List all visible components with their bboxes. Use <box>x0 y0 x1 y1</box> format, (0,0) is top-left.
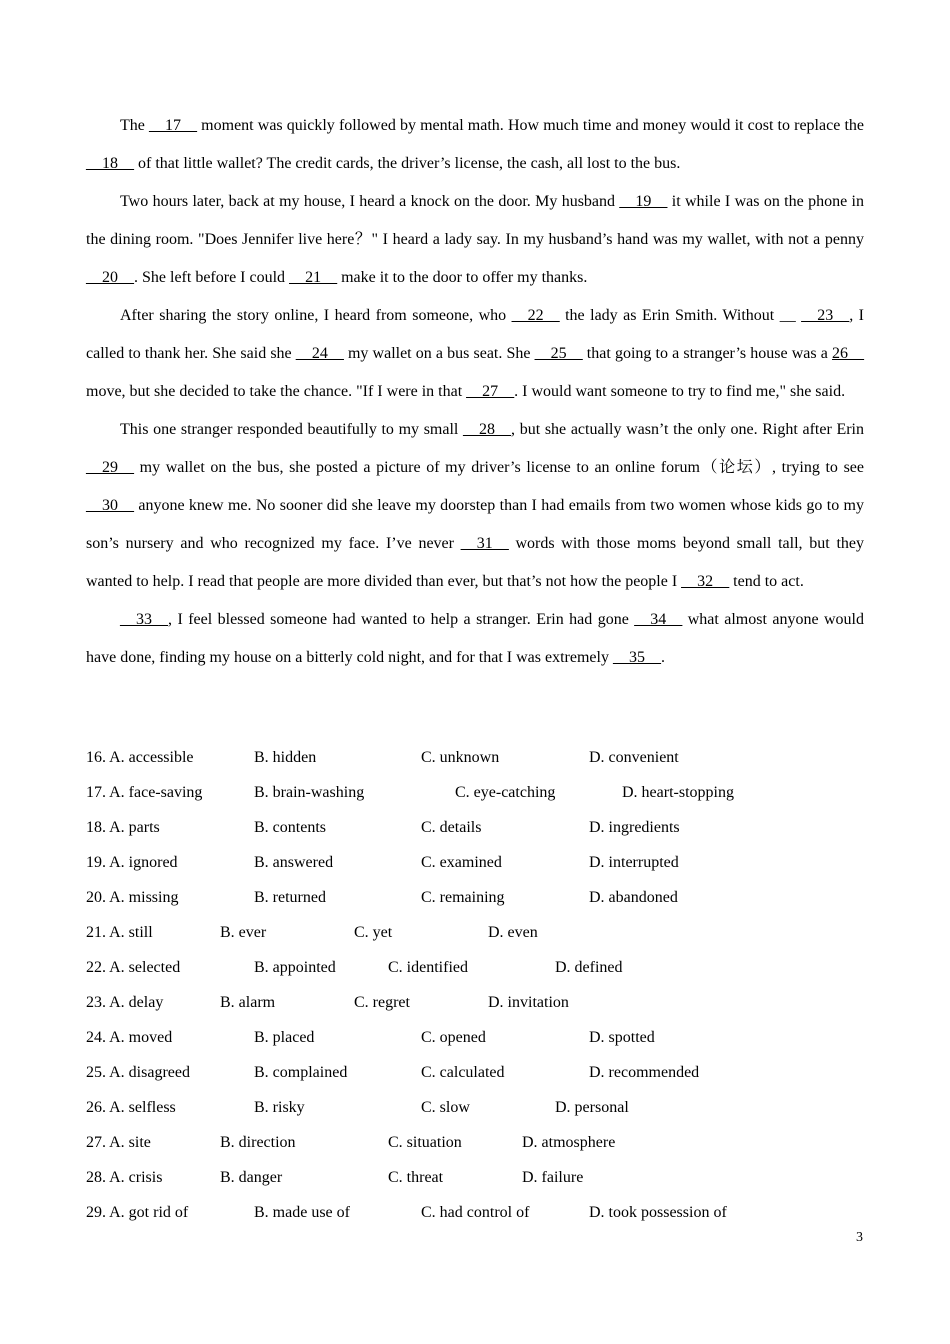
text: The <box>120 117 150 134</box>
option-a: 25. A. disagreed <box>86 1064 190 1081</box>
blank-17: __17__ <box>149 117 198 134</box>
text: that going to a stranger’s house was a <box>582 345 833 362</box>
option-c: C. examined <box>421 854 502 871</box>
option-row-28 <box>86 1160 886 1195</box>
option-b: B. returned <box>254 889 326 906</box>
blank-23: __23__ <box>801 307 850 324</box>
option-a: 19. A. ignored <box>86 854 178 871</box>
option-c: C. eye-catching <box>455 784 556 801</box>
text: the lady as Erin Smith. Without __ <box>559 307 802 324</box>
blank-30: __30__ <box>86 497 134 514</box>
option-a: 28. A. crisis <box>86 1169 163 1186</box>
option-c: C. slow <box>421 1099 470 1116</box>
option-c: C. unknown <box>421 749 500 766</box>
option-b: B. danger <box>220 1169 283 1186</box>
option-b: B. contents <box>254 819 326 836</box>
option-b: B. risky <box>254 1099 305 1116</box>
blank-22: __22__ <box>511 307 560 324</box>
paragraph-5 <box>86 601 864 677</box>
option-a: 24. A. moved <box>86 1029 173 1046</box>
option-row-17 <box>86 775 886 810</box>
option-row-20 <box>86 880 886 915</box>
option-b: B. placed <box>254 1029 315 1046</box>
text: , but she actually wasn’t the only one. Right after Erin <box>511 421 865 438</box>
option-b: B. brain-washing <box>254 784 365 801</box>
option-d: D. took possession of <box>589 1204 727 1221</box>
option-c: C. had control of <box>421 1204 530 1221</box>
option-row-19 <box>86 845 886 880</box>
option-c: C. threat <box>388 1169 444 1186</box>
option-a: 22. A. selected <box>86 959 181 976</box>
option-c: C. situation <box>388 1134 462 1151</box>
text: my wallet on the bus, she posted a picture of my driver’s license to an online forum（论坛）, trying to see <box>134 459 864 476</box>
blank-31: __31__ <box>460 535 509 552</box>
option-row-22 <box>86 950 886 985</box>
blank-34: __34__ <box>634 611 683 628</box>
option-b: B. alarm <box>220 994 276 1011</box>
option-b: B. ever <box>220 924 267 941</box>
option-row-27 <box>86 1125 886 1160</box>
option-d: D. recommended <box>589 1064 700 1081</box>
blank-18: __18__ <box>86 155 134 172</box>
blank-26: 26__ <box>832 345 865 362</box>
text: move, but she decided to take the chance. "If I were in that <box>86 383 467 400</box>
paragraph-3 <box>86 297 864 411</box>
blank-29: __29__ <box>86 459 134 476</box>
text: my wallet on a bus seat. She <box>343 345 535 362</box>
option-c: C. remaining <box>421 889 505 906</box>
blank-25: __25__ <box>534 345 583 362</box>
option-d: D. defined <box>555 959 623 976</box>
option-a: 26. A. selfless <box>86 1099 176 1116</box>
text: it while I was on the phone in the dining room. "Does Jennifer live here？" I heard a lady say. In my husband’s hand was my wallet, with not a penny <box>86 193 864 248</box>
paragraph-2 <box>86 183 864 297</box>
blank-20: __20__ <box>86 269 134 286</box>
option-row-25 <box>86 1055 886 1090</box>
option-c: C. regret <box>354 994 410 1011</box>
option-d: D. even <box>488 924 538 941</box>
option-d: D. spotted <box>589 1029 655 1046</box>
option-row-23 <box>86 985 886 1020</box>
option-c: C. yet <box>354 924 393 941</box>
option-a: 18. A. parts <box>86 819 160 836</box>
option-b: B. answered <box>254 854 334 871</box>
text: make it to the door to offer my thanks. <box>337 269 588 286</box>
option-row-29 <box>86 1195 886 1230</box>
option-row-21 <box>86 915 886 950</box>
blank-32: __32__ <box>681 573 730 590</box>
answer-options <box>86 740 886 1230</box>
option-a: 21. A. still <box>86 924 153 941</box>
option-b: B. appointed <box>254 959 336 976</box>
text: . I would want someone to try to find me," she said. <box>514 383 846 400</box>
page-number: 3 <box>856 1230 863 1245</box>
text: anyone knew me. No sooner did she leave my doorstep than I had emails from two women whose kids go to my son’s nursery and who recognized my face. I’ve never <box>86 497 864 552</box>
option-row-16 <box>86 740 886 775</box>
text: This one stranger responded beautifully to my small <box>120 421 464 438</box>
option-d: D. personal <box>555 1099 629 1116</box>
paragraph-1 <box>86 107 864 183</box>
option-c: C. identified <box>388 959 468 976</box>
blank-35: __35__ <box>612 649 661 666</box>
option-d: D. interrupted <box>589 854 679 871</box>
text: what almost anyone would have done, finding my house on a bitterly cold night, and for that I was extremely <box>86 611 865 666</box>
text: of that little wallet? The credit cards, the driver’s license, the cash, all lost to the bus. <box>134 155 681 172</box>
option-b: B. direction <box>220 1134 296 1151</box>
text: , I feel blessed someone had wanted to help a stranger. Erin had gone <box>168 611 635 628</box>
option-b: B. complained <box>254 1064 348 1081</box>
text: After sharing the story online, I heard from someone, who <box>120 307 512 324</box>
option-d: D. failure <box>522 1169 584 1186</box>
text: Two hours later, back at my house, I heard a knock on the door. My husband <box>120 193 620 210</box>
option-b: B. made use of <box>254 1204 350 1221</box>
option-a: 16. A. accessible <box>86 749 194 766</box>
option-c: C. opened <box>421 1029 486 1046</box>
option-row-26 <box>86 1090 886 1125</box>
option-row-24 <box>86 1020 886 1055</box>
blank-21: __21__ <box>289 269 338 286</box>
option-d: D. abandoned <box>589 889 678 906</box>
option-d: D. atmosphere <box>522 1134 616 1151</box>
text: words with those moms beyond small tall, but they wanted to help. I read that people are more divided than ever, but that’s not how the people I <box>86 535 864 590</box>
option-a: 17. A. face-saving <box>86 784 203 801</box>
blank-19: __19__ <box>619 193 668 210</box>
option-d: D. invitation <box>488 994 569 1011</box>
option-a: 23. A. delay <box>86 994 164 1011</box>
option-d: D. heart-stopping <box>622 784 734 801</box>
text: . She left before I could <box>134 269 290 286</box>
blank-28: __28__ <box>463 421 512 438</box>
blank-24: __24__ <box>295 345 344 362</box>
text: tend to act. <box>729 573 804 590</box>
option-c: C. calculated <box>421 1064 505 1081</box>
blank-27: __27__ <box>466 383 515 400</box>
option-b: B. hidden <box>254 749 317 766</box>
text: . <box>660 649 665 666</box>
option-c: C. details <box>421 819 482 836</box>
option-a: 29. A. got rid of <box>86 1204 189 1221</box>
text: moment was quickly followed by mental math. How much time and money would it cost to replace the <box>197 117 865 134</box>
blank-33: __33__ <box>120 611 168 628</box>
option-a: 20. A. missing <box>86 889 179 906</box>
text: , I called to thank her. She said she <box>86 307 864 362</box>
paragraph-4 <box>86 411 864 601</box>
option-a: 27. A. site <box>86 1134 151 1151</box>
option-d: D. ingredients <box>589 819 680 836</box>
option-d: D. convenient <box>589 749 679 766</box>
cloze-passage <box>86 107 864 677</box>
option-row-18 <box>86 810 886 845</box>
